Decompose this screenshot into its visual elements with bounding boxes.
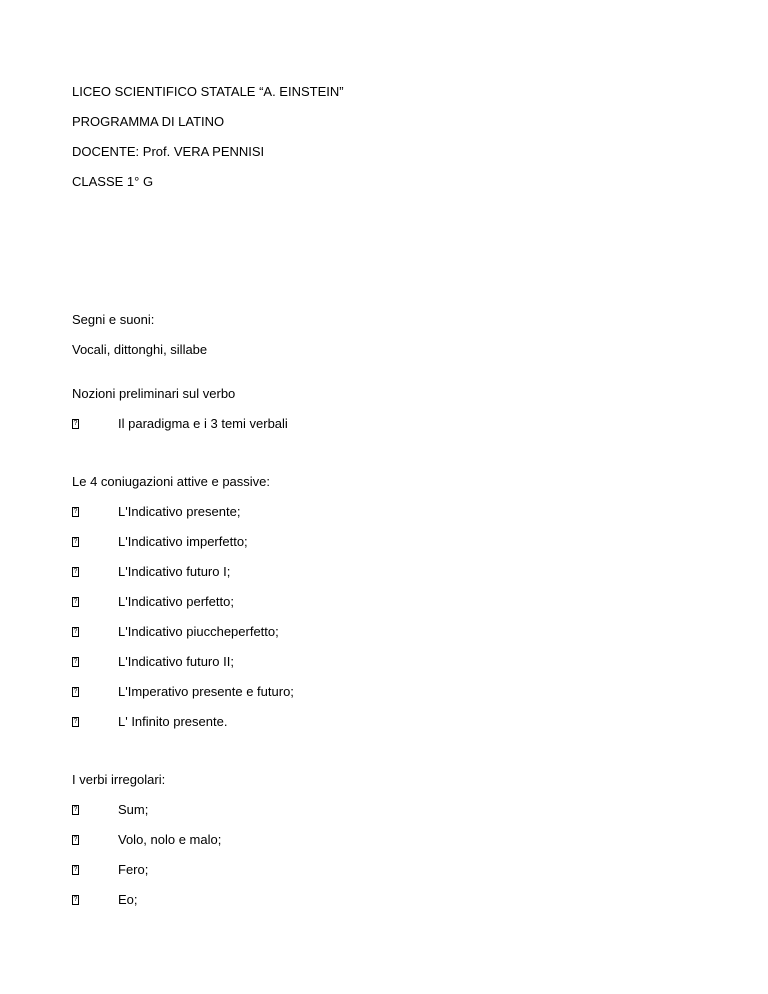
section-title-irregolari: I verbi irregolari: xyxy=(72,772,166,787)
missing-glyph-icon: ? xyxy=(73,688,78,695)
list-item-text: L'Imperativo presente e futuro; xyxy=(118,684,294,699)
list-item-text: L'Indicativo perfetto; xyxy=(118,594,234,609)
list-item-text: Fero; xyxy=(118,862,149,877)
missing-glyph-icon: ? xyxy=(73,628,78,635)
list-item-text: L'Indicativo futuro I; xyxy=(118,564,231,579)
class-line: CLASSE 1° G xyxy=(72,174,154,189)
list-item-text: L'Indicativo piuccheperfetto; xyxy=(118,624,279,639)
missing-glyph-icon: ? xyxy=(73,420,78,427)
missing-glyph-icon: ? xyxy=(73,598,78,605)
program-title: PROGRAMMA DI LATINO xyxy=(72,114,225,129)
missing-glyph-icon: ? xyxy=(73,568,78,575)
missing-glyph-icon: ? xyxy=(73,866,78,873)
missing-glyph-icon: ? xyxy=(73,836,78,843)
section-title-segni: Segni e suoni: xyxy=(72,312,155,327)
list-item-text: Eo; xyxy=(118,892,138,907)
list-item-text: Sum; xyxy=(118,802,149,817)
teacher-line: DOCENTE: Prof. VERA PENNISI xyxy=(72,144,265,159)
list-item-text: L'Indicativo presente; xyxy=(118,504,241,519)
list-item-text: L' Infinito presente. xyxy=(118,714,228,729)
list-item-text: L'Indicativo futuro II; xyxy=(118,654,234,669)
school-name: LICEO SCIENTIFICO STATALE “A. EINSTEIN” xyxy=(72,84,344,99)
missing-glyph-icon: ? xyxy=(73,806,78,813)
section-title-coniugazioni: Le 4 coniugazioni attive e passive: xyxy=(72,474,271,489)
list-item-text: L'Indicativo imperfetto; xyxy=(118,534,248,549)
list-item-text: Il paradigma e i 3 temi verbali xyxy=(118,416,288,431)
missing-glyph-icon: ? xyxy=(73,508,78,515)
missing-glyph-icon: ? xyxy=(73,896,78,903)
missing-glyph-icon: ? xyxy=(73,658,78,665)
list-item-text: Volo, nolo e malo; xyxy=(118,832,222,847)
missing-glyph-icon: ? xyxy=(73,538,78,545)
section-subtitle-segni: Vocali, dittonghi, sillabe xyxy=(72,342,208,357)
section-title-nozioni: Nozioni preliminari sul verbo xyxy=(72,386,236,401)
missing-glyph-icon: ? xyxy=(73,718,78,725)
